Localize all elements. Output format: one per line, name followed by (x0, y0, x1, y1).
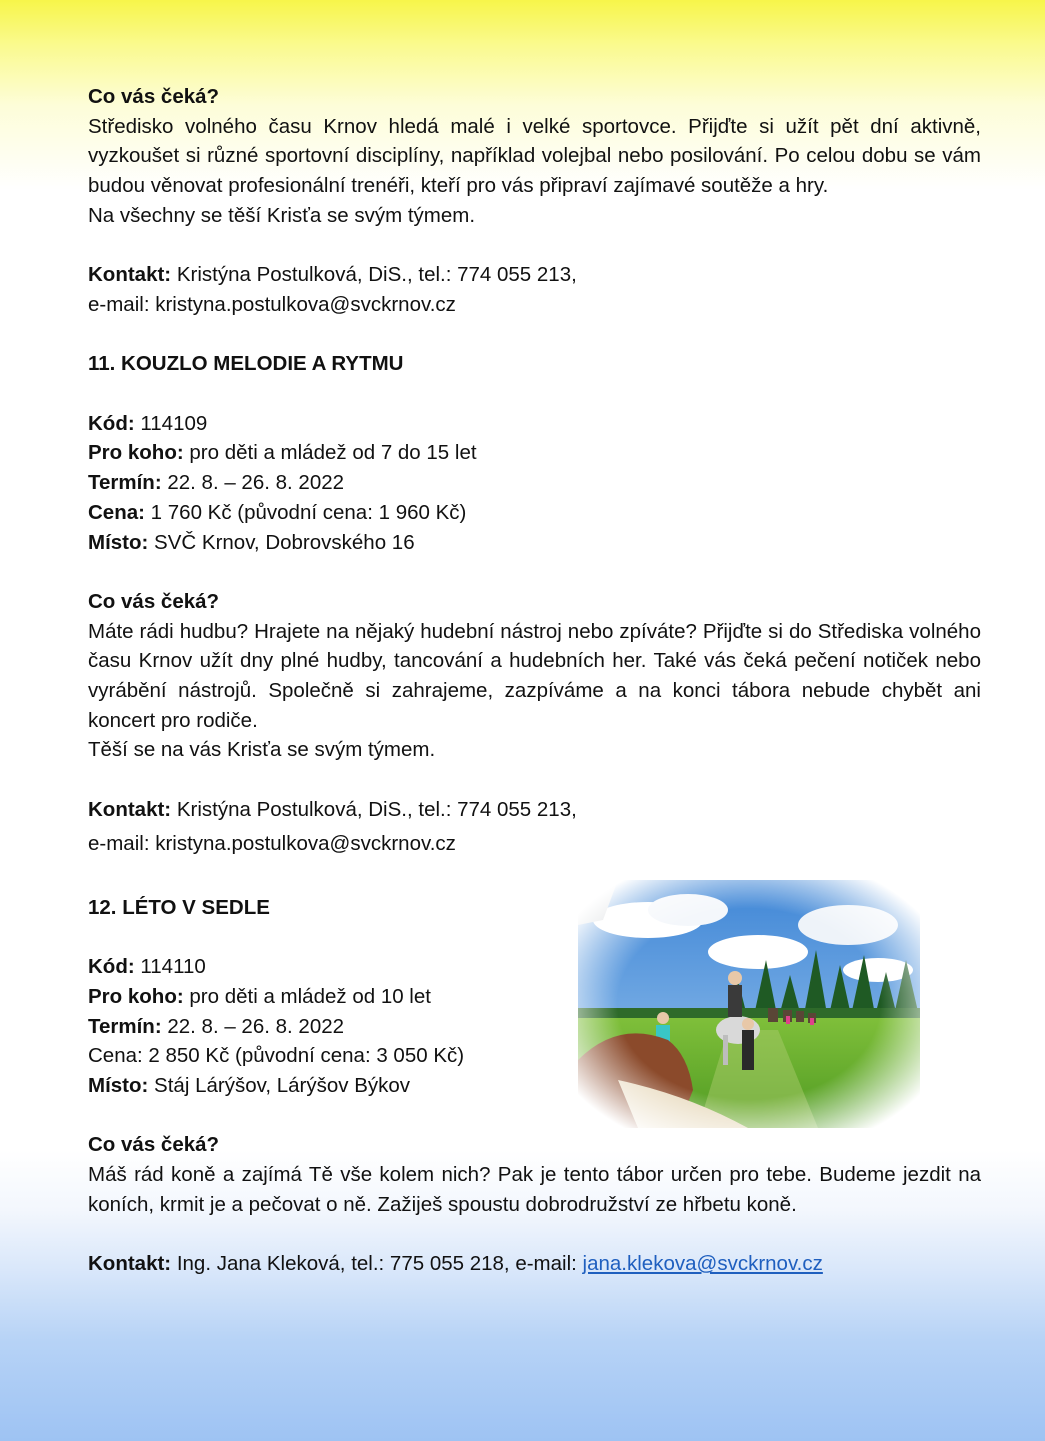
section11-contact: Kontakt: Kristýna Postulková, DiS., tel.: 774 055 213, (88, 797, 577, 821)
section11-code: Kód: 114109 (88, 411, 208, 435)
section11-closing: Těší se na vás Krisťa se svým týmem. (88, 738, 436, 762)
section11-description: Máte rádi hudbu? Hrajete na nějaký hudební nástroj nebo zpíváte? Přijďte si do Střediska volného času Krnov užít dny plné hudby, tancování a hudebních her. Také vás čeká pečení notiček nebo vyrábění nástrojů. Společně si zahrajeme, zazpíváme a na konci tábora nebude chybět ani koncert pro rodiče. (88, 619, 981, 732)
section12-heading: Co vás čeká? (88, 1133, 220, 1157)
section12-price: Cena: 2 850 Kč (původní cena: 3 050 Kč) (88, 1044, 465, 1068)
intro-description: Středisko volného času Krnov hledá malé i velké sportovce. Přijďte si užít pět dní aktivně, vyzkoušet si různé sportovní disciplíny, například volejbal nebo posilování. Po celou dobu se vám budou věnovat profesionální trenéři, kteří pro vás připraví zajímavé soutěže a hry. (88, 114, 981, 198)
section12-term: Termín: 22. 8. – 26. 8. 2022 (88, 1014, 345, 1038)
intro-heading: Co vás čeká? (88, 85, 220, 108)
section12-audience: Pro koho: pro děti a mládež od 10 let (88, 984, 431, 1008)
section12-title: 12. LÉTO V SEDLE (88, 895, 270, 919)
intro-email: e-mail: kristyna.postulkova@svckrnov.cz (88, 292, 456, 316)
intro-contact: Kontakt: Kristýna Postulková, DiS., tel.: 774 055 213, (88, 263, 577, 287)
section12-code: Kód: 114110 (88, 955, 206, 979)
section11-term: Termín: 22. 8. – 26. 8. 2022 (88, 471, 345, 495)
section11-heading: Co vás čeká? (88, 589, 220, 613)
section12-email-link[interactable]: jana.klekova@svckrnov.cz (582, 1252, 823, 1276)
section11-email: e-mail: kristyna.postulkova@svckrnov.cz (88, 831, 456, 855)
section12-description: Máš rád koně a zajímá Tě vše kolem nich? Pak je tento tábor určen pro tebe. Budeme jezdit na koních, krmit je a pečovat o ně. Zažiješ spoustu dobrodružství ze hřbetu koně. (88, 1163, 981, 1216)
section11-price: Cena: 1 760 Kč (původní cena: 1 960 Kč) (88, 500, 467, 524)
horse-riding-photo (578, 880, 920, 1128)
section11-title: 11. KOUZLO MELODIE A RYTMU (88, 352, 404, 376)
intro-closing: Na všechny se těší Krisťa se svým týmem. (88, 203, 476, 227)
section12-place: Místo: Stáj Lárýšov, Lárýšov Býkov (88, 1074, 411, 1098)
section11-place: Místo: SVČ Krnov, Dobrovského 16 (88, 530, 415, 554)
section11-audience: Pro koho: pro děti a mládež od 7 do 15 let (88, 441, 477, 465)
section12-contact: Kontakt: Ing. Jana Kleková, tel.: 775 055 218, e-mail: jana.klekova@svckrnov.cz (88, 1252, 823, 1276)
